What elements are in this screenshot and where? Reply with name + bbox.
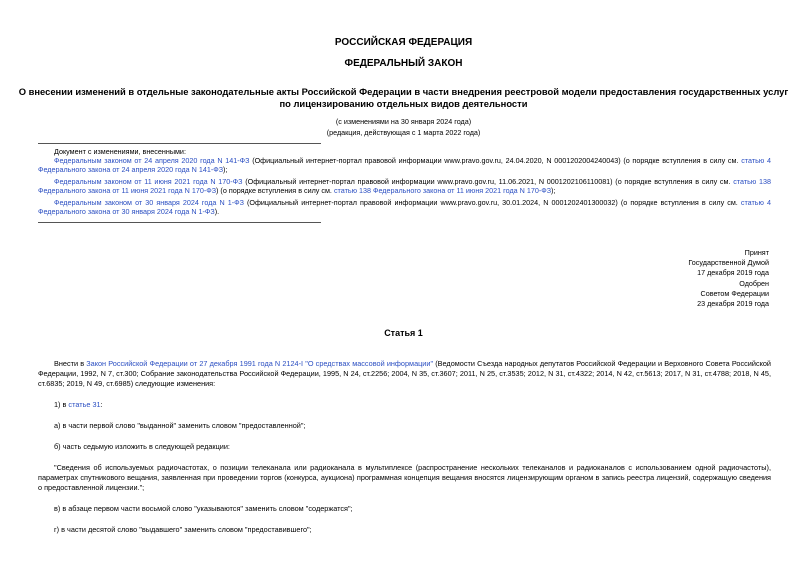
article-link[interactable]: статью 138 Федерального закона от 11 июня 2021 года N 170-ФЗ [333, 186, 552, 195]
change-text: ); [223, 165, 228, 174]
amending-law-link[interactable]: Федерального закона от 11 июня 2021 года N 170-ФЗ [38, 186, 217, 195]
item-g: г) в части десятой слово "выдавшего" заменить словом "предоставившего"; [54, 525, 312, 534]
item-text: : [100, 400, 103, 409]
change-text: ). [214, 207, 220, 216]
article-link[interactable]: статью 4 [741, 156, 771, 165]
amending-law-link[interactable]: Федеральным законом от 11 июня 2021 года N 170-ФЗ [54, 177, 243, 186]
item-v: в) в абзаце первом части восьмой слово "указываются" заменить словом "содержатся"; [54, 504, 353, 513]
article-31-link[interactable]: статье 31 [68, 400, 101, 409]
article-link[interactable]: статью 138 [733, 177, 771, 186]
document-title-line1: О внесении изменений в отдельные законодательные акты Российской Федерации в части внедрения реестровой модели предоставления государственных услуг [18, 86, 789, 97]
item-b: б) часть седьмую изложить в следующей редакции: [54, 442, 230, 451]
changes-note: (с изменениями на 30 января 2024 года) [335, 117, 472, 126]
edition-note: (редакция, действующая с 1 марта 2022 года) [326, 128, 481, 137]
change-text: (Официальный интернет-портал правовой информации www.pravo.gov.ru, 11.06.2021, N 0001202106110081) (о порядке вступления в силу см. [242, 177, 734, 186]
article-paragraph [38, 359, 771, 390]
approved-label: Одобрен [739, 279, 769, 288]
quoted-text: "Сведения об используемых радиочастотах, о позиции телеканала или радиоканала в мультиплексе (распространение нескольких телеканалов и радиоканалов с использованием одной радиочастоты), параметрах спутникового вещания, заявленная при проведении торгов (конкурса, аукциона) программная концепция вещания вносятся лицензирующим органом в запись реестра лицензий, содержащую сведения о предоставленной лицензии."; [38, 463, 771, 493]
item-a: а) в части первой слово "выданной" заменить словом "предоставленной"; [54, 421, 306, 430]
council-label: Советом Федерации [700, 289, 769, 298]
change-text: ); [551, 186, 556, 195]
change-item [38, 177, 771, 195]
bottom-divider [38, 222, 321, 223]
change-item [38, 156, 771, 174]
media-law-link[interactable]: Закон Российской Федерации от 27 декабря 1991 года N 2124-I "О средствах массовой информации" [86, 359, 434, 368]
council-date: 23 декабря 2019 года [697, 299, 769, 308]
change-item [38, 198, 771, 216]
amending-law-link[interactable]: Федеральным законом от 24 апреля 2020 года N 141-ФЗ [54, 156, 250, 165]
amending-law-link[interactable]: Федеральным законом от 30 января 2024 года N 1-ФЗ [54, 198, 244, 207]
change-text: ) (о порядке вступления в силу см. [216, 186, 334, 195]
amending-law-link[interactable]: Федерального закона от 30 января 2024 года N 1-ФЗ [38, 207, 215, 216]
article-link[interactable]: статью 4 [740, 198, 771, 207]
amending-law-link[interactable]: Федерального закона от 24 апреля 2020 года N 141-ФЗ [38, 165, 224, 174]
adopted-label: Принят [744, 248, 769, 257]
article-heading: Статья 1 [384, 328, 423, 338]
paragraph-text: (Ведомости Съезда народных депутатов Российской Федерации и Верховного Совета Российской Федерации, 1992, N 7, ст.300; Собрание законодательства Российской Федерации, 1995, N 24, ст.2256; 2004, N 35, ст.3607; 2011, N 25, ст.3535; 2012, N 31, ст.4322; 2014, N 42, ст.5613; 2017, N 31, ст.4788; 2018, N 45, ст.6835; 2019, N 49, ст.6985) следующие изменения: [38, 359, 771, 389]
document-title-line2: по лицензированию отдельных видов деятельности [279, 98, 528, 109]
country-heading: РОССИЙСКАЯ ФЕДЕРАЦИЯ [334, 37, 473, 48]
change-text: (Официальный интернет-портал правовой информации www.pravo.gov.ru, 30.01.2024, N 0001202401300032) (о порядке вступления в силу см. [243, 198, 741, 207]
item-1 [54, 400, 103, 410]
document-type-heading: ФЕДЕРАЛЬНЫЙ ЗАКОН [344, 58, 463, 69]
changes-intro: Документ с изменениями, внесенными: [54, 147, 186, 156]
top-divider [38, 143, 321, 144]
duma-date: 17 декабря 2019 года [697, 268, 769, 277]
paragraph-text: Внести в [54, 359, 87, 368]
change-text: (Официальный интернет-портал правовой информации www.pravo.gov.ru, 24.04.2020, N 0001202004240043) (о порядке вступления в силу см. [249, 156, 742, 165]
item-text: 1) в [54, 400, 69, 409]
duma-label: Государственной Думой [688, 258, 769, 267]
